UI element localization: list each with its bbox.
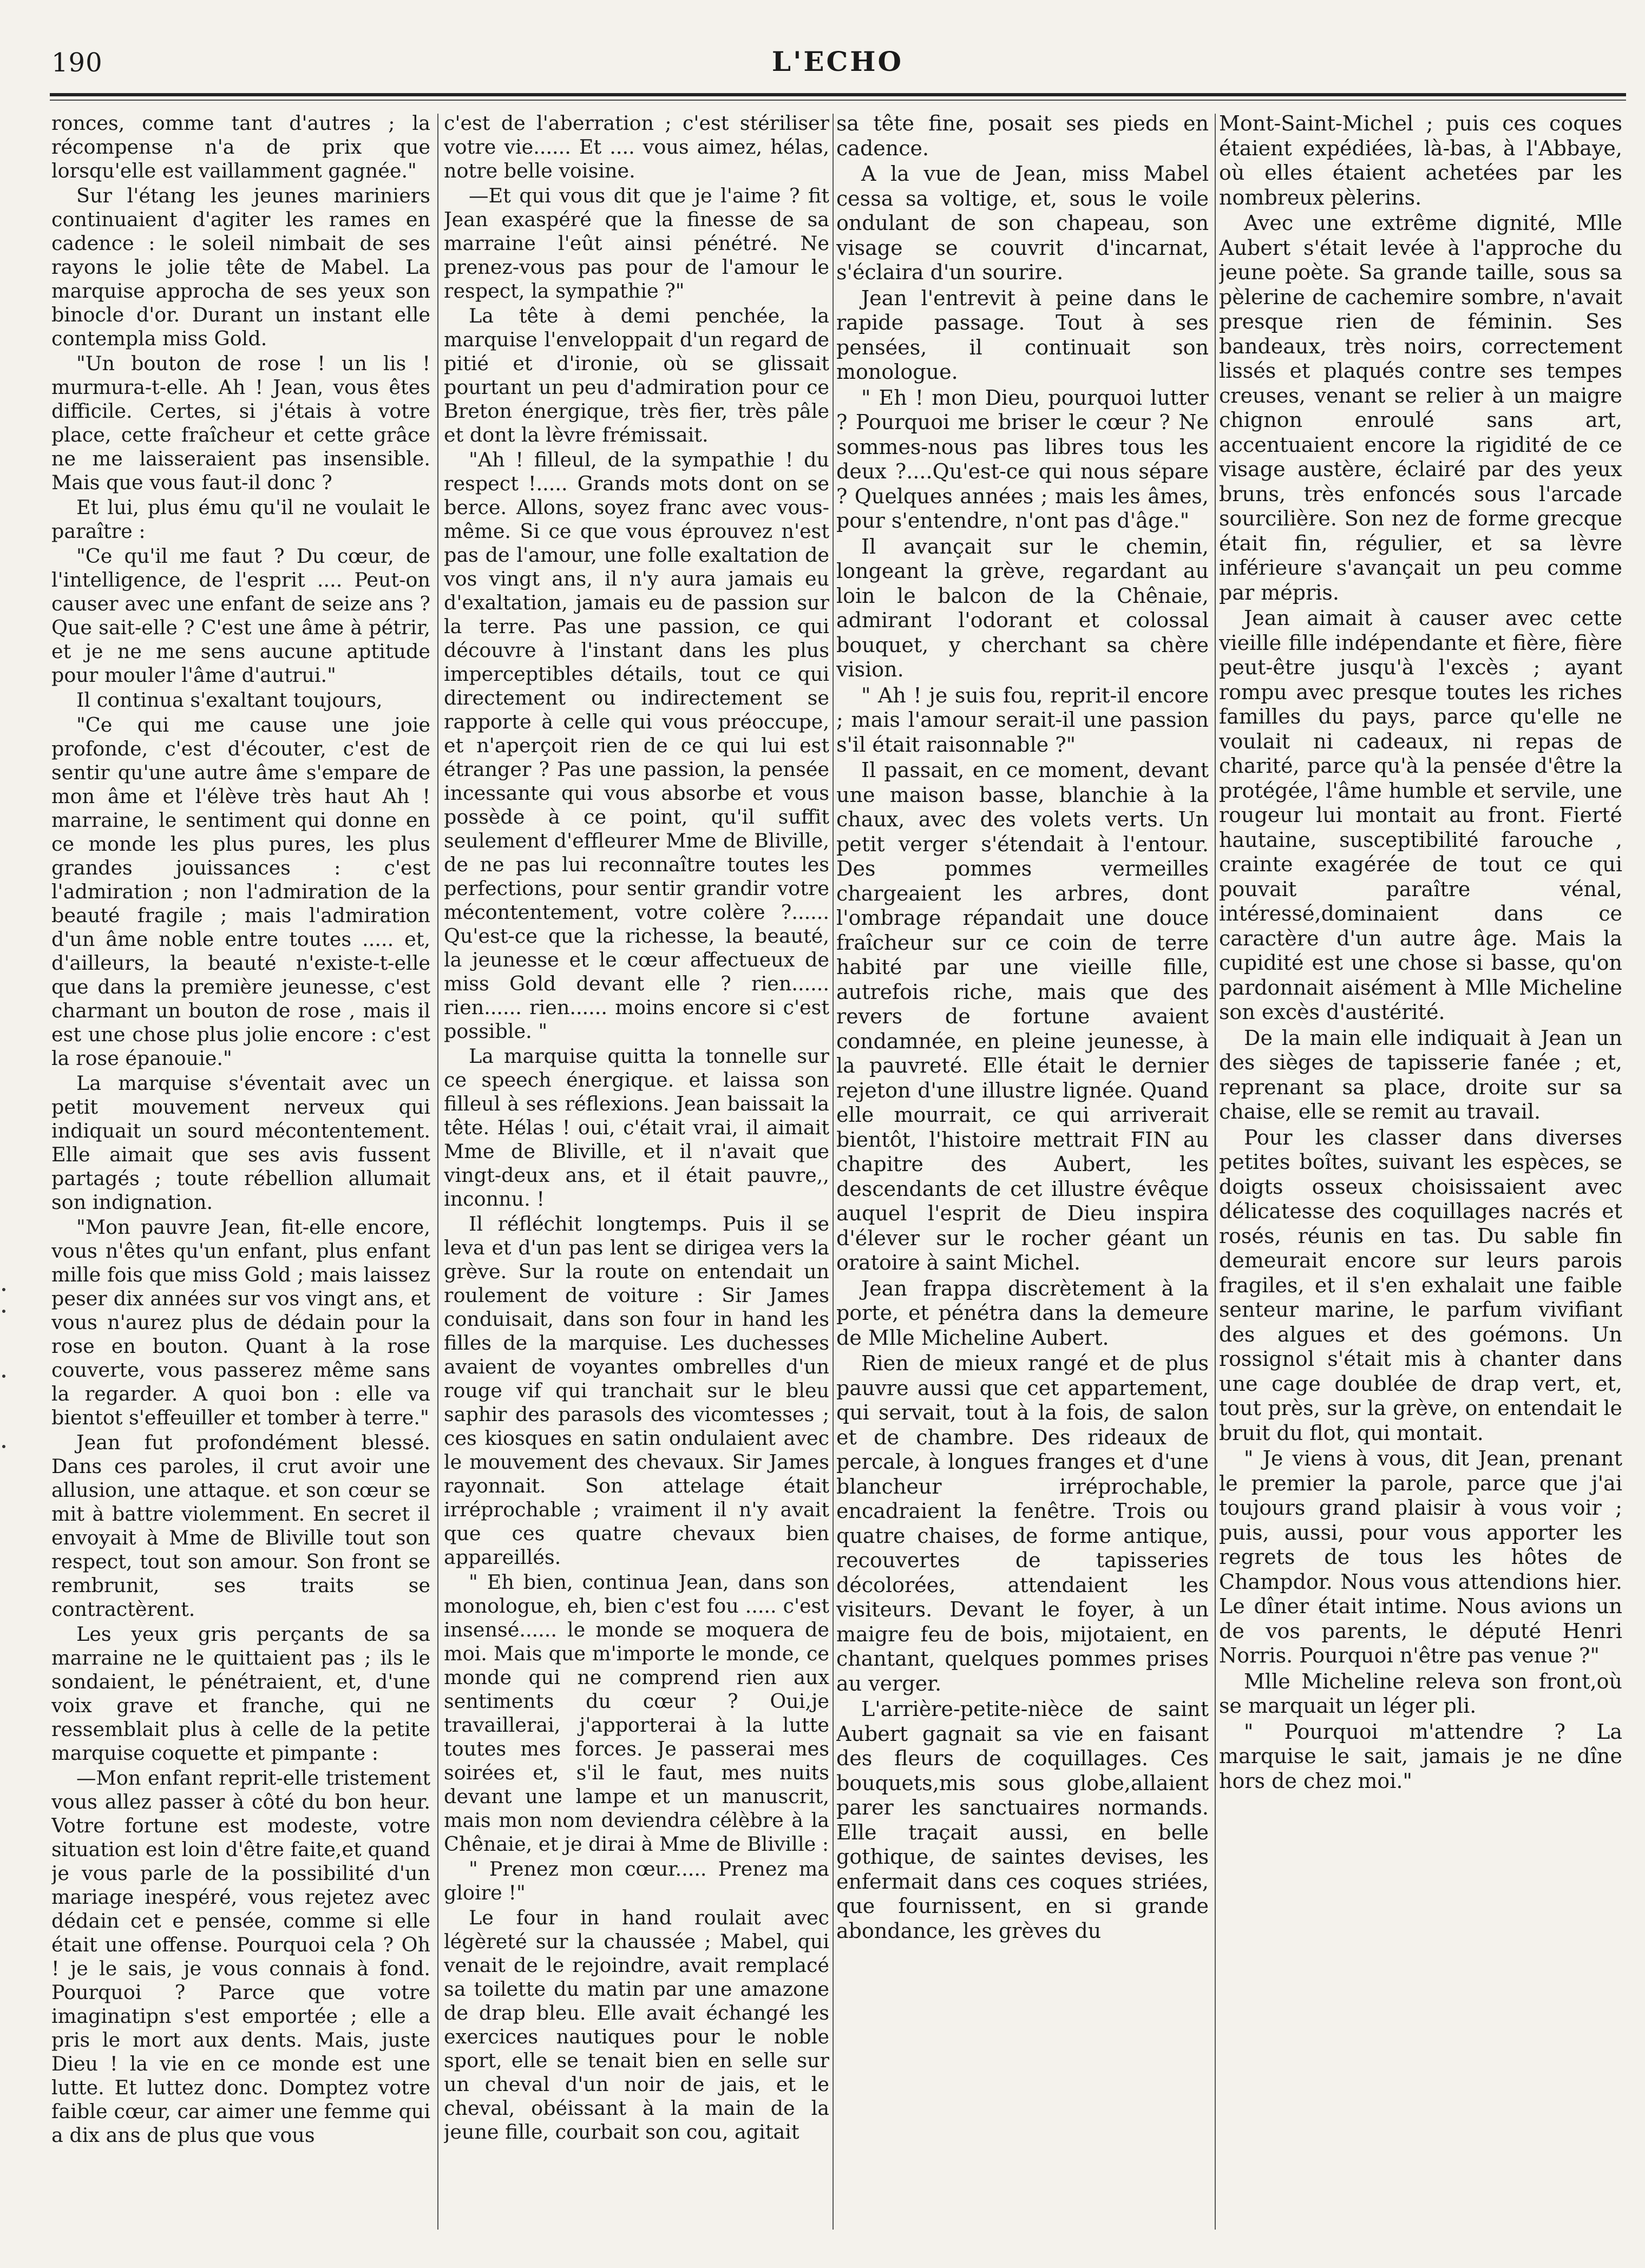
- paragraph: La marquise quitta la tonnelle sur ce speech énergique. et laissa son filleul à ses réflexions. Jean baissait la tête. Hélas ! oui, c'était vrai, il aimait Mme de Bliville, et il n'avait que vingt-deux ans, et il était pauvre,, inconnu. !: [444, 1044, 829, 1211]
- paragraph: "Ce qu'il me faut ? Du cœur, de l'intelligence, de l'esprit .... Peut-on causer avec une enfant de seize ans ? Que sait-elle ? C'est une âme à pétrir, et je ne me sens aucune aptitude pour mouler l'âme d'autrui.": [51, 544, 430, 687]
- paragraph: Mont-Saint-Michel ; puis ces coques étaient expédiées, là-bas, à l'Abbaye, où elles étaient achetées par les nombreux pèlerins.: [1219, 111, 1622, 209]
- header-rule: [50, 93, 1626, 96]
- paragraph: Jean aimait à causer avec cette vieille fille indépendante et fière, fière peut-être jusqu'à l'excès ; ayant rompu avec presque toutes les riches familles du pays, parce qu'elle ne voulait ni cadeaux, ni repas de charité, parce qu'à la pensée d'être la protégée, l'âme humble et servile, une rougeur lui montait au front. Fierté hautaine, susceptibilité farouche , crainte exagérée de tout ce qui pouvait paraître vénal, intéressé,dominaient dans ce caractère d'un autre âge. Mais la cupidité est une chose si basse, qu'on pardonnait aisément à Mlle Micheline son excès d'austérité.: [1219, 606, 1622, 1024]
- scan-edge-specks: [0, 1288, 10, 1450]
- paragraph: ronces, comme tant d'autres ; la récompense n'a de prix que lorsqu'elle est vaillamment gagnée.": [51, 111, 430, 182]
- paragraph: La marquise s'éventait avec un petit mouvement nerveux qui indiquait un sourd mécontentement. Elle aimait que ses avis fussent partagés ; toute rébellion allumait son indignation.: [51, 1071, 430, 1214]
- paragraph: sa tête fine, posait ses pieds en cadence.: [836, 111, 1209, 160]
- text-column-3: [836, 111, 1209, 2233]
- paragraph: Il réfléchit longtemps. Puis il se leva et d'un pas lent se dirigea vers la grève. Sur la route on entendait un roulement de voiture : Sir James conduisait, dans son four in hand les filles de la marquise. Les duchesses avaient de voyantes ombrelles d'un rouge vif qui tranchait sur le bleu saphir des parasols des vicomtesses ; ces kiosques en satin ondulaient avec le mouvement des chevaux. Sir James rayonnait. Son attelage était irréprochable ; vraiment il n'y avait que ces quatre chevaux bien appareillés.: [444, 1212, 829, 1569]
- header-rule-thin: [50, 100, 1626, 101]
- paragraph: "Ce qui me cause une joie profonde, c'est d'écouter, c'est de sentir qu'une autre âme s'empare de mon âme et l'élève très haut Ah ! marraine, le sentiment qui donne en ce monde les plus pures, les plus grandes jouissances : c'est l'admiration ; non l'admiration de la beauté fragile ; mais l'admiration d'un âme noble entre toutes ..... et, d'ailleurs, la beauté n'existe-t-elle que dans la première jeunesse, c'est charmant un bouton de rose , mais il est une chose plus jolie encore : c'est la rose épanouie.": [51, 713, 430, 1070]
- paragraph: "Un bouton de rose ! un lis ! murmura-t-elle. Ah ! Jean, vous êtes difficile. Certes, si j'étais à votre place, cette fraîcheur et cette grâce ne me laisseraient pas insensible. Mais que vous faut-il donc ?: [51, 352, 430, 494]
- paragraph: " Eh ! mon Dieu, pourquoi lutter ? Pourquoi me briser le cœur ? Ne sommes-nous pas libres tous les deux ?....Qu'est-ce qui nous sépare ? Quelques années ; mais les âmes, pour s'entendre, n'ont pas d'âge.": [836, 385, 1209, 533]
- paragraph: " Ah ! je suis fou, reprit-il encore ; mais l'amour serait-il une passion s'il était raisonnable ?": [836, 683, 1209, 757]
- column-separator: [437, 114, 438, 2230]
- paragraph: "Mon pauvre Jean, fit-elle encore, vous n'êtes qu'un enfant, plus enfant mille fois que miss Gold ; mais laissez peser dix années sur vos vingt ans, et vous n'aurez plus de dédain pour la rose en bouton. Quant à la rose couverte, vous passerez même sans la regarder. A quoi bon : elle va bientot s'effeuiller et tomber à terre.": [51, 1215, 430, 1429]
- paragraph: A la vue de Jean, miss Mabel cessa sa voltige, et, sous le voile ondulant de son chapeau, son visage se couvrit d'incarnat, s'éclaira d'un sourire.: [836, 162, 1209, 284]
- paragraph: " Pourquoi m'attendre ? La marquise le sait, jamais je ne dîne hors de chez moi.": [1219, 1719, 1622, 1793]
- text-column-4: [1219, 111, 1622, 2233]
- journal-title: L'ECHO: [771, 45, 904, 77]
- paragraph: c'est de l'aberration ; c'est stériliser votre vie...... Et .... vous aimez, hélas, notre belle voisine.: [444, 111, 829, 182]
- paragraph: Mlle Micheline releva son front,où se marquait un léger pli.: [1219, 1669, 1622, 1718]
- text-column-2: [444, 111, 829, 2233]
- paragraph: Rien de mieux rangé et de plus pauvre aussi que cet appartement, qui servait, tout à la fois, de salon et de chambre. Des rideaux de percale, à longues franges et d'une blancheur irréprochable, encadraient la fenêtre. Trois ou quatre chaises, de forme antique, recouvertes de tapisseries décolorées, attendaient les visiteurs. Devant le foyer, à un maigre feu de bois, mijotaient, en chantant, quelques pommes prises au verger.: [836, 1351, 1209, 1695]
- paragraph: L'arrière-petite-nièce de saint Aubert gagnait sa vie en faisant des fleurs de coquillages. Ces bouquets,mis sous globe,allaient parer les sanctuaires normands. Elle traçait aussi, en belle gothique, de saintes devises, les enfermait dans ces coques striées, que fournissent, en si grande abondance, les grèves du: [836, 1697, 1209, 1943]
- paragraph: La tête à demi penchée, la marquise l'enveloppait d'un regard de pitié et d'ironie, où se glissait pourtant un peu d'admiration pour ce Breton énergique, très fier, très pâle et dont la lèvre frémissait.: [444, 304, 829, 446]
- paragraph: Il avançait sur le chemin, longeant la grève, regardant au loin le balcon de la Chênaie, admirant l'odorant et colossal bouquet, y cherchant sa chère vision.: [836, 534, 1209, 681]
- paragraph: " Prenez mon cœur..... Prenez ma gloire !": [444, 1857, 829, 1904]
- page-header: [51, 45, 1624, 86]
- paragraph: Il continua s'exaltant toujours,: [76, 688, 383, 712]
- page-number: 190: [51, 48, 103, 78]
- paragraph: Pour les classer dans diverses petites boîtes, suivant les espèces, se doigts osseux choisissaient avec délicatesse des coquillages nacrés et rosés, réunis en tas. Du sable fin demeurait encore sur leurs parois fragiles, et il s'en exhalait une faible senteur marine, le parfum vivifiant des algues et des goémons. Un rossignol s'était mis à chanter dans une cage doublée de drap vert, et, tout près, sur la grève, on entendait le bruit du flot, qui montait.: [1219, 1125, 1622, 1445]
- paragraph: Le four in hand roulait avec légèreté sur la chaussée ; Mabel, qui venait de le rejoindre, avait remplacé sa toilette du matin par une amazone de drap bleu. Elle avait échangé les exercices nautiques pour le noble sport, elle se tenait bien en selle sur un cheval d'un noir de jais, et le cheval, obéissant à la main de la jeune fille, courbait son cou, agitait: [444, 1906, 829, 2144]
- paragraph: " Je viens à vous, dit Jean, prenant le premier la parole, parce que j'ai toujours grand plaisir à vous voir ; puis, aussi, pour vous apporter les regrets de tous les hôtes de Champdor. Nous vous attendions hier. Le dîner était intime. Nous avions un de vos parents, le député Henri Norris. Pourquoi n'être pas venue ?": [1219, 1447, 1622, 1667]
- paragraph: —Et qui vous dit que je l'aime ? fit Jean exaspéré que la finesse de sa marraine l'eût ainsi pénétré. Ne prenez-vous pas pour de l'amour le respect, la sympathie ?": [444, 184, 829, 303]
- paragraph: "Ah ! filleul, de la sympathie ! du respect !..... Grands mots dont on se berce. Allons, soyez franc avec vous-même. Si ce que vous éprouvez n'est pas de l'amour, une folle exaltation de vos vingt ans, il n'y aura jamais eu d'exaltation, jamais eu de passion sur la terre. Pas une passion, ce qui découvre à l'instant dans les plus imperceptibles détails, tout ce qui directement ou indirectement se rapporte à celle qui vous préoccupe, et n'aperçoit rien de ce qui lui est étranger ? Pas une passion, la pensée incessante qui vous absorbe et vous possède à ce point, qu'il suffit seulement d'effleurer Mme de Bliville, de ne pas lui reconnaître toutes les perfections, pour sentir grandir votre mécontentement, votre colère ?...... Qu'est-ce que la richesse, la beauté, la jeunesse et le cœur affectueux de miss Gold devant elle ? rien...... rien...... rien...... moins encore si c'est possible. ": [444, 448, 829, 1043]
- column-separator: [833, 114, 834, 2230]
- paragraph: Jean l'entrevit à peine dans le rapide passage. Tout à ses pensées, il continuait son monologue.: [836, 286, 1209, 384]
- paragraph: Il passait, en ce moment, devant une maison basse, blanchie à la chaux, avec des volets verts. Un petit verger s'étendait à l'entour. Des pommes vermeilles chargeaient les arbres, dont l'ombrage répandait une douce fraîcheur sur ce coin de terre habité par une vieille fille, autrefois riche, mais que des revers de fortune avaient condamnée, en pleine jeunesse, à la pauvreté. Elle était le dernier rejeton d'une illustre lignée. Quand elle mourrait, ce qui arriverait bientôt, l'histoire mettrait FIN au chapitre des Aubert, les descendants de cet illustre évêque auquel l'esprit de Dieu inspira d'élever sur le rocher géant un oratoire à saint Michel.: [836, 758, 1209, 1274]
- paragraph: Sur l'étang les jeunes mariniers continuaient d'agiter les rames en cadence : le soleil nimbait de ses rayons le jolie tête de Mabel. La marquise approcha de ses yeux son binocle d'or. Durant un instant elle contempla miss Gold.: [51, 184, 430, 350]
- paragraph: Jean fut profondément blessé. Dans ces paroles, il crut avoir une allusion, une attaque. et son cœur se mit à battre violemment. En secret il envoyait à Mme de Bliville tout son respect, tout son amour. Son front se rembrunit, ses traits se contractèrent.: [51, 1431, 430, 1621]
- paragraph: Avec une extrême dignité, Mlle Aubert s'était levée à l'approche du jeune poète. Sa grande taille, sous sa pèlerine de cachemire sombre, n'avait presque rien de féminin. Ses bandeaux, très noirs, correctement lissés et plaqués contre ses tempes creuses, venant se relier à un maigre chignon enroulé sans art, accentuaient encore la rigidité de ce visage austère, éclairé par des yeux bruns, très enfoncés sous l'arcade sourcilière. Son nez de forme grecque était fin, régulier, et sa lèvre inférieure s'avançait un peu comme par mépris.: [1219, 211, 1622, 604]
- paragraph: De la main elle indiquait à Jean un des sièges de tapisserie fanée ; et, reprenant sa place, droite sur sa chaise, elle se remit au travail.: [1219, 1025, 1622, 1123]
- paragraph: Et lui, plus ému qu'il ne voulait le paraître :: [51, 496, 430, 543]
- column-separator: [1215, 114, 1216, 2230]
- paragraph: —Mon enfant reprit-elle tristement vous allez passer à côté du bon heur. Votre fortune est modeste, votre situation est loin d'être faite,et quand je vous parle de la possibilité d'un mariage inespéré, vous rejetez avec dédain cet e pensée, comme si elle était une offense. Pourquoi cela ? Oh ! je le sais, je vous connais à fond. Pourquoi ? Parce que votre imaginatipn s'est emportée ; elle a pris le mort aux dents. Mais, juste Dieu ! la vie en ce monde est une lutte. Et luttez donc. Domptez votre faible cœur, car aimer une femme qui a dix ans de plus que vous: [51, 1766, 430, 2147]
- paragraph: Les yeux gris perçants de sa marraine ne le quittaient pas ; ils le sondaient, le pénétraient, et, d'une voix grave et franche, qui ne ressemblait plus à celle de la petite marquise coquette et pimpante :: [51, 1622, 430, 1765]
- paragraph: " Eh bien, continua Jean, dans son monologue, eh, bien c'est fou ..... c'est insensé...... le monde se moquera de moi. Mais que m'importe le monde, ce monde qui ne comprend rien aux sentiments du cœur ? Oui,je travaillerai, j'apporterai à la lutte toutes mes forces. Je passerai mes soirées et, s'il le faut, mes nuits devant une lampe et un manuscrit, mais mon nom deviendra célèbre à la Chênaie, et je dirai à Mme de Bliville :: [444, 1570, 829, 1856]
- text-column-1: [51, 111, 430, 2233]
- paragraph: Jean frappa discrètement à la porte, et pénétra dans la demeure de Mlle Micheline Aubert.: [836, 1276, 1209, 1350]
